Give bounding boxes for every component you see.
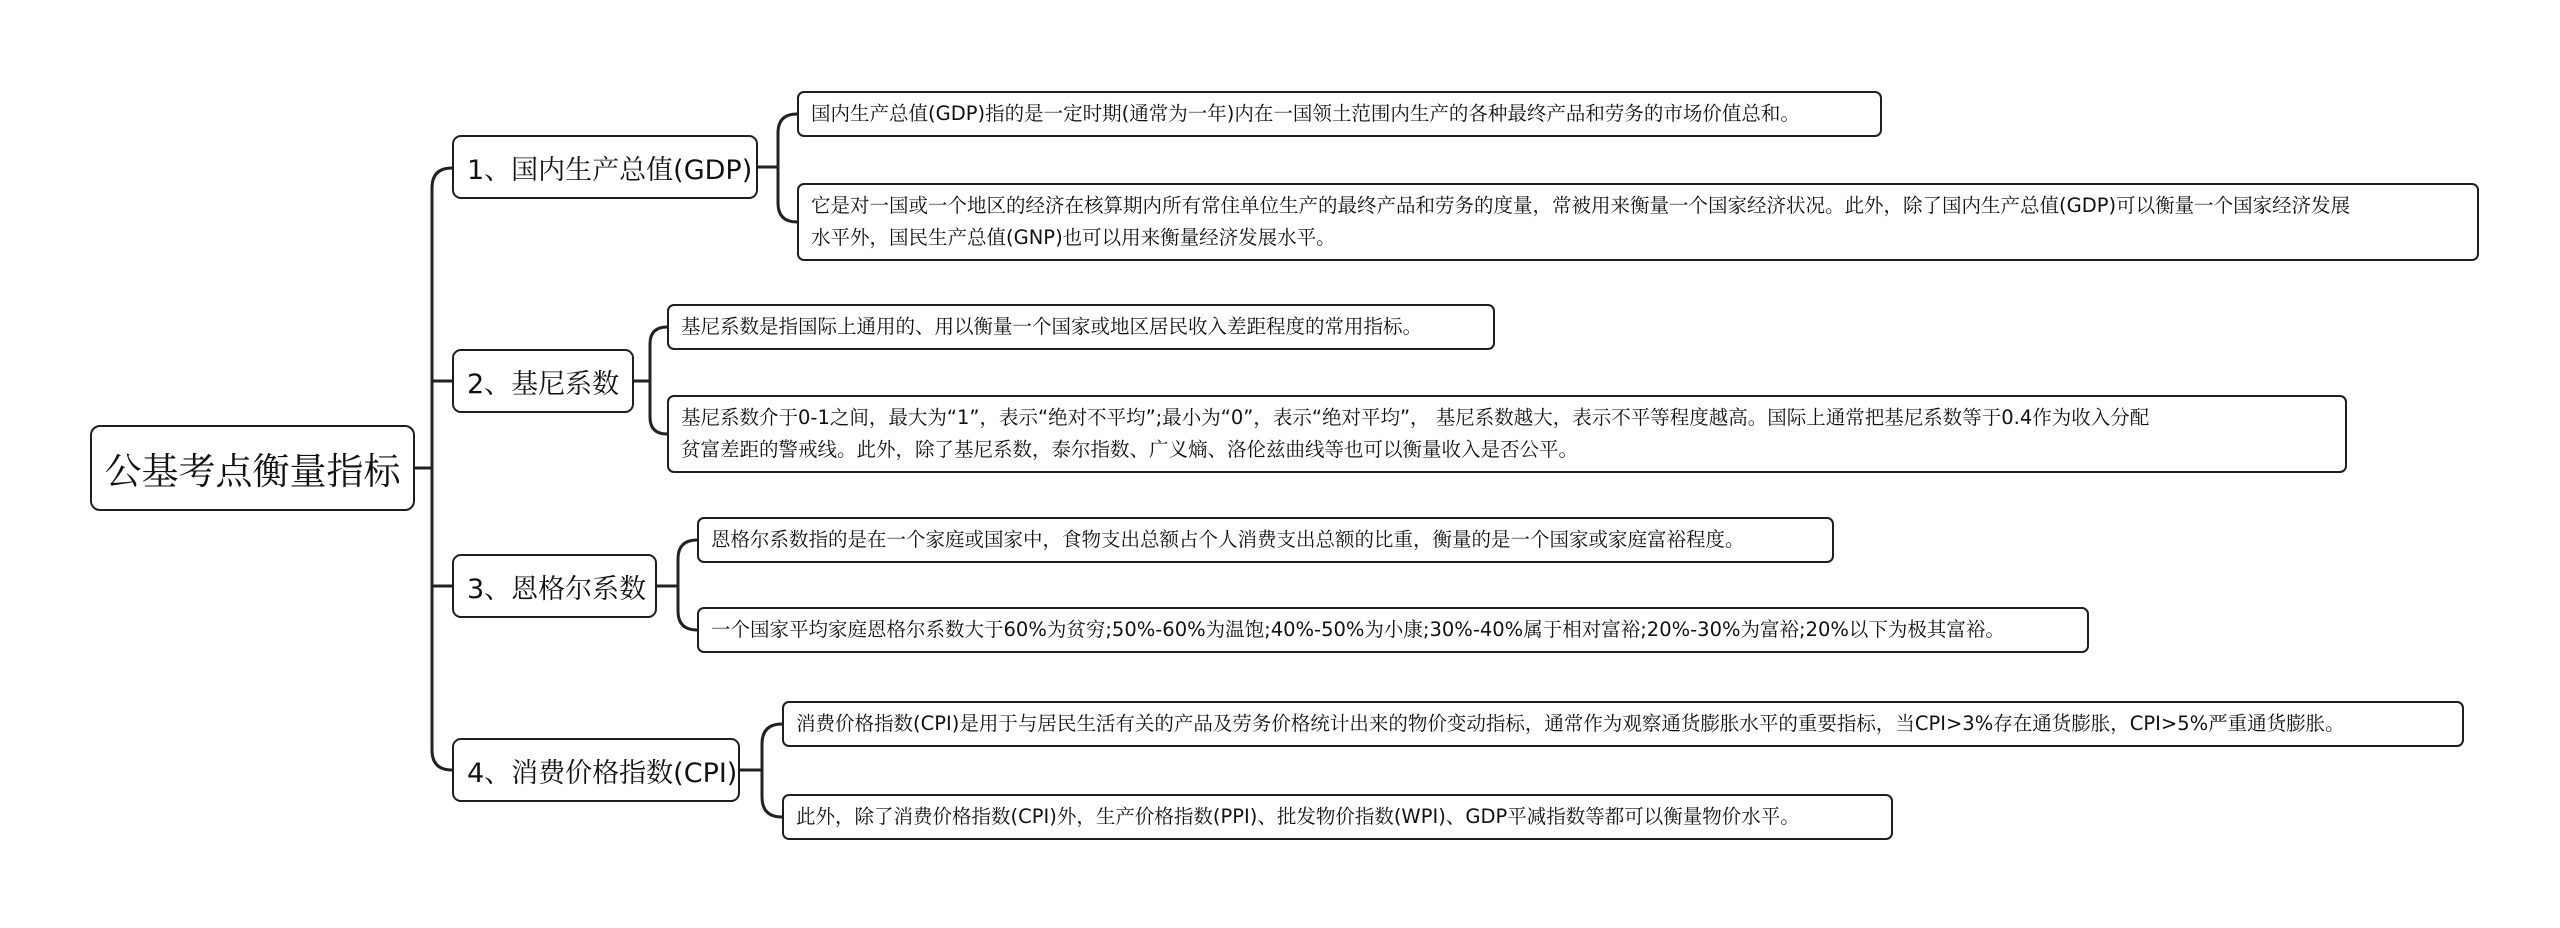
connector-b3-details (678, 540, 697, 630)
detail-engel-definition[interactable] (697, 517, 1834, 563)
connector-b4-details (762, 724, 782, 817)
branch-gini-label: 2、基尼系数 (467, 368, 620, 400)
branch-engel[interactable] (452, 554, 657, 618)
detail-text-line: 国内生产总值(GDP)指的是一定时期(通常为一年)内在一国领土范围内生产的各种最终产品和劳务的市场价值总和。 (811, 102, 1800, 125)
detail-cpi-definition[interactable] (782, 701, 2464, 747)
detail-text-line: 消费价格指数(CPI)是用于与居民生活有关的产品及劳务价格统计出来的物价变动指标，通常作为观察通货膨胀水平的重要指标，当CPI>3%存在通货膨胀，CPI>5%严重通货膨胀。 (796, 712, 2345, 735)
branch-engel-label: 3、恩格尔系数 (467, 573, 647, 605)
detail-text-line: 此外，除了消费价格指数(CPI)外，生产价格指数(PPI)、批发物价指数(WPI)、GDP平减指数等都可以衡量物价水平。 (796, 805, 1800, 828)
detail-engel-levels[interactable] (697, 607, 2089, 653)
detail-text-line: 一个国家平均家庭恩格尔系数大于60%为贫穷;50%-60%为温饱;40%-50%为小康;30%-40%属于相对富裕;20%-30%为富裕;20%以下为极其富裕。 (711, 618, 2005, 641)
connector-spine (432, 168, 452, 770)
detail-text-line: 基尼系数是指国际上通用的、用以衡量一个国家或地区居民收入差距程度的常用指标。 (681, 315, 1423, 338)
detail-gdp-usage[interactable] (797, 183, 2479, 261)
branch-cpi-label: 4、消费价格指数(CPI) (467, 757, 738, 789)
detail-gdp-definition[interactable] (797, 91, 1882, 137)
detail-gini-range[interactable] (667, 395, 2347, 473)
detail-gini-definition[interactable] (667, 304, 1495, 350)
branch-gdp[interactable] (452, 135, 758, 199)
detail-text-line: 它是对一国或一个地区的经济在核算期内所有常住单位生产的最终产品和劳务的度量，常被用来衡量一个国家经济状况。此外，除了国内生产总值(GDP)可以衡量一个国家经济发展 (811, 194, 2351, 217)
detail-text-line: 恩格尔系数指的是在一个家庭或国家中，食物支出总额占个人消费支出总额的比重，衡量的是一个国家或家庭富裕程度。 (711, 528, 1745, 551)
connector-b2-details (650, 327, 667, 434)
branch-gini[interactable] (452, 349, 634, 413)
detail-text-line: 水平外，国民生产总值(GNP)也可以用来衡量经济发展水平。 (811, 226, 1336, 249)
connector-b1-details (778, 114, 797, 222)
root-topic[interactable] (90, 425, 415, 511)
branch-gdp-label: 1、国内生产总值(GDP) (467, 154, 753, 186)
branch-cpi[interactable] (452, 738, 740, 802)
detail-cpi-other-indices[interactable] (782, 794, 1893, 840)
detail-text-line: 基尼系数介于0-1之间，最大为“1”，表示“绝对不平均”;最小为“0”，表示“绝对平均”， 基尼系数越大，表示不平等程度越高。国际上通常把基尼系数等于0.4作为收入分配 (681, 406, 2150, 429)
root-topic-label: 公基考点衡量指标 (104, 450, 401, 493)
detail-text-line: 贫富差距的警戒线。此外，除了基尼系数，泰尔指数、广义熵、洛伦兹曲线等也可以衡量收入是否公平。 (681, 438, 1579, 461)
